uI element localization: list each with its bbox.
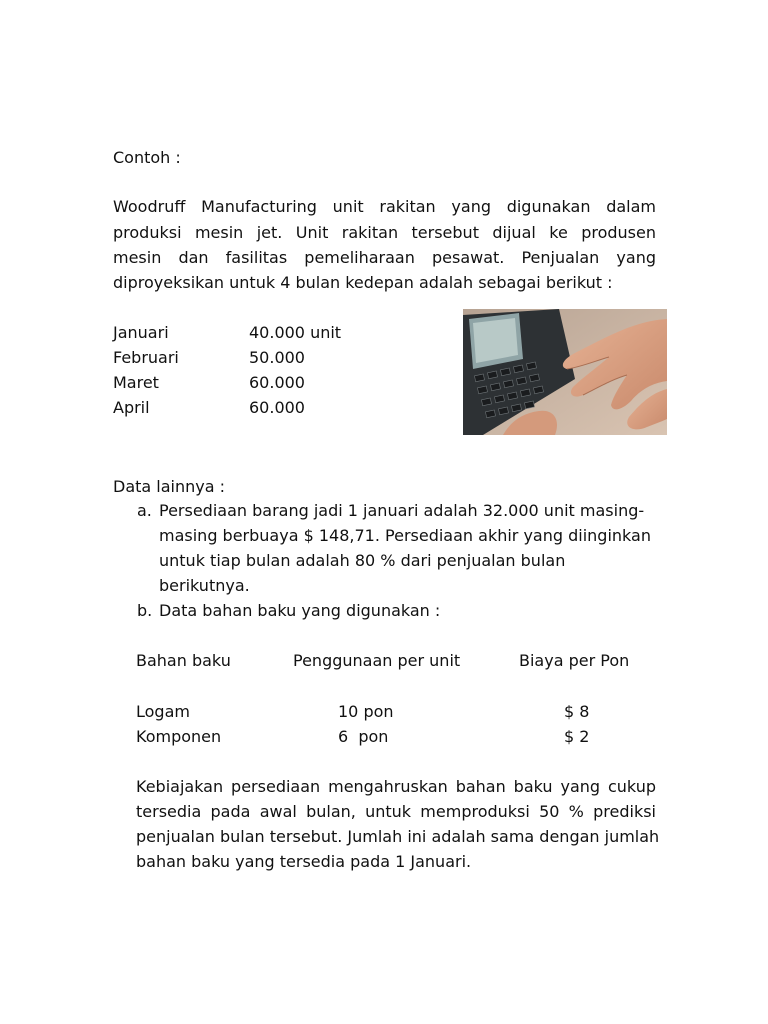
item-a-line: masing berbuaya $ 148,71. Persediaan akhir yang diinginkan [159, 526, 651, 545]
sales-month: Januari [113, 323, 169, 342]
intro-line: mesin dan fasilitas pemeliharaan pesawat. Penjualan yang [113, 248, 656, 267]
table-header: Biaya per Pon [519, 651, 630, 670]
item-b-text: Data bahan baku yang digunakan : [159, 601, 441, 620]
table-cell: $ 2 [564, 727, 590, 746]
policy-line: Kebiajakan persediaan mengahruskan bahan baku yang cukup [136, 777, 656, 796]
table-cell: Komponen [136, 727, 222, 746]
list-marker: a. [137, 501, 152, 520]
sales-month: April [113, 398, 150, 417]
sales-value: 60.000 [249, 398, 305, 417]
heading: Contoh : [113, 148, 181, 167]
item-a-line: Persediaan barang jadi 1 januari adalah 32.000 unit masing- [159, 501, 645, 520]
calculator-photo [463, 309, 667, 435]
table-cell: Logam [136, 702, 190, 721]
intro-line: Woodruff Manufacturing unit rakitan yang digunakan dalam [113, 197, 656, 216]
table-cell: 10 pon [338, 702, 394, 721]
calculator-keyboard-photo-icon [463, 309, 667, 435]
item-a-line: berikutnya. [159, 576, 250, 595]
other-data-heading: Data lainnya : [113, 477, 226, 496]
sales-month: Maret [113, 373, 159, 392]
policy-line: tersedia pada awal bulan, untuk memproduksi 50 % prediksi [136, 802, 656, 821]
sales-value: 50.000 [249, 348, 305, 367]
item-a-line: untuk tiap bulan adalah 80 % dari penjualan bulan [159, 551, 566, 570]
table-cell: $ 8 [564, 702, 590, 721]
list-marker: b. [137, 601, 153, 620]
sales-value: 40.000 unit [249, 323, 342, 342]
sales-month: Februari [113, 348, 179, 367]
intro-line: produksi mesin jet. Unit rakitan tersebut dijual ke produsen [113, 223, 656, 242]
sales-value: 60.000 [249, 373, 305, 392]
table-header: Penggunaan per unit [293, 651, 461, 670]
policy-line: bahan baku yang tersedia pada 1 Januari. [136, 852, 472, 871]
table-cell: 6 pon [338, 727, 389, 746]
intro-line: diproyeksikan untuk 4 bulan kedepan adalah sebagai berikut : [113, 273, 613, 292]
table-header: Bahan baku [136, 651, 231, 670]
policy-line: penjualan bulan tersebut. Jumlah ini adalah sama dengan jumlah [136, 827, 660, 846]
